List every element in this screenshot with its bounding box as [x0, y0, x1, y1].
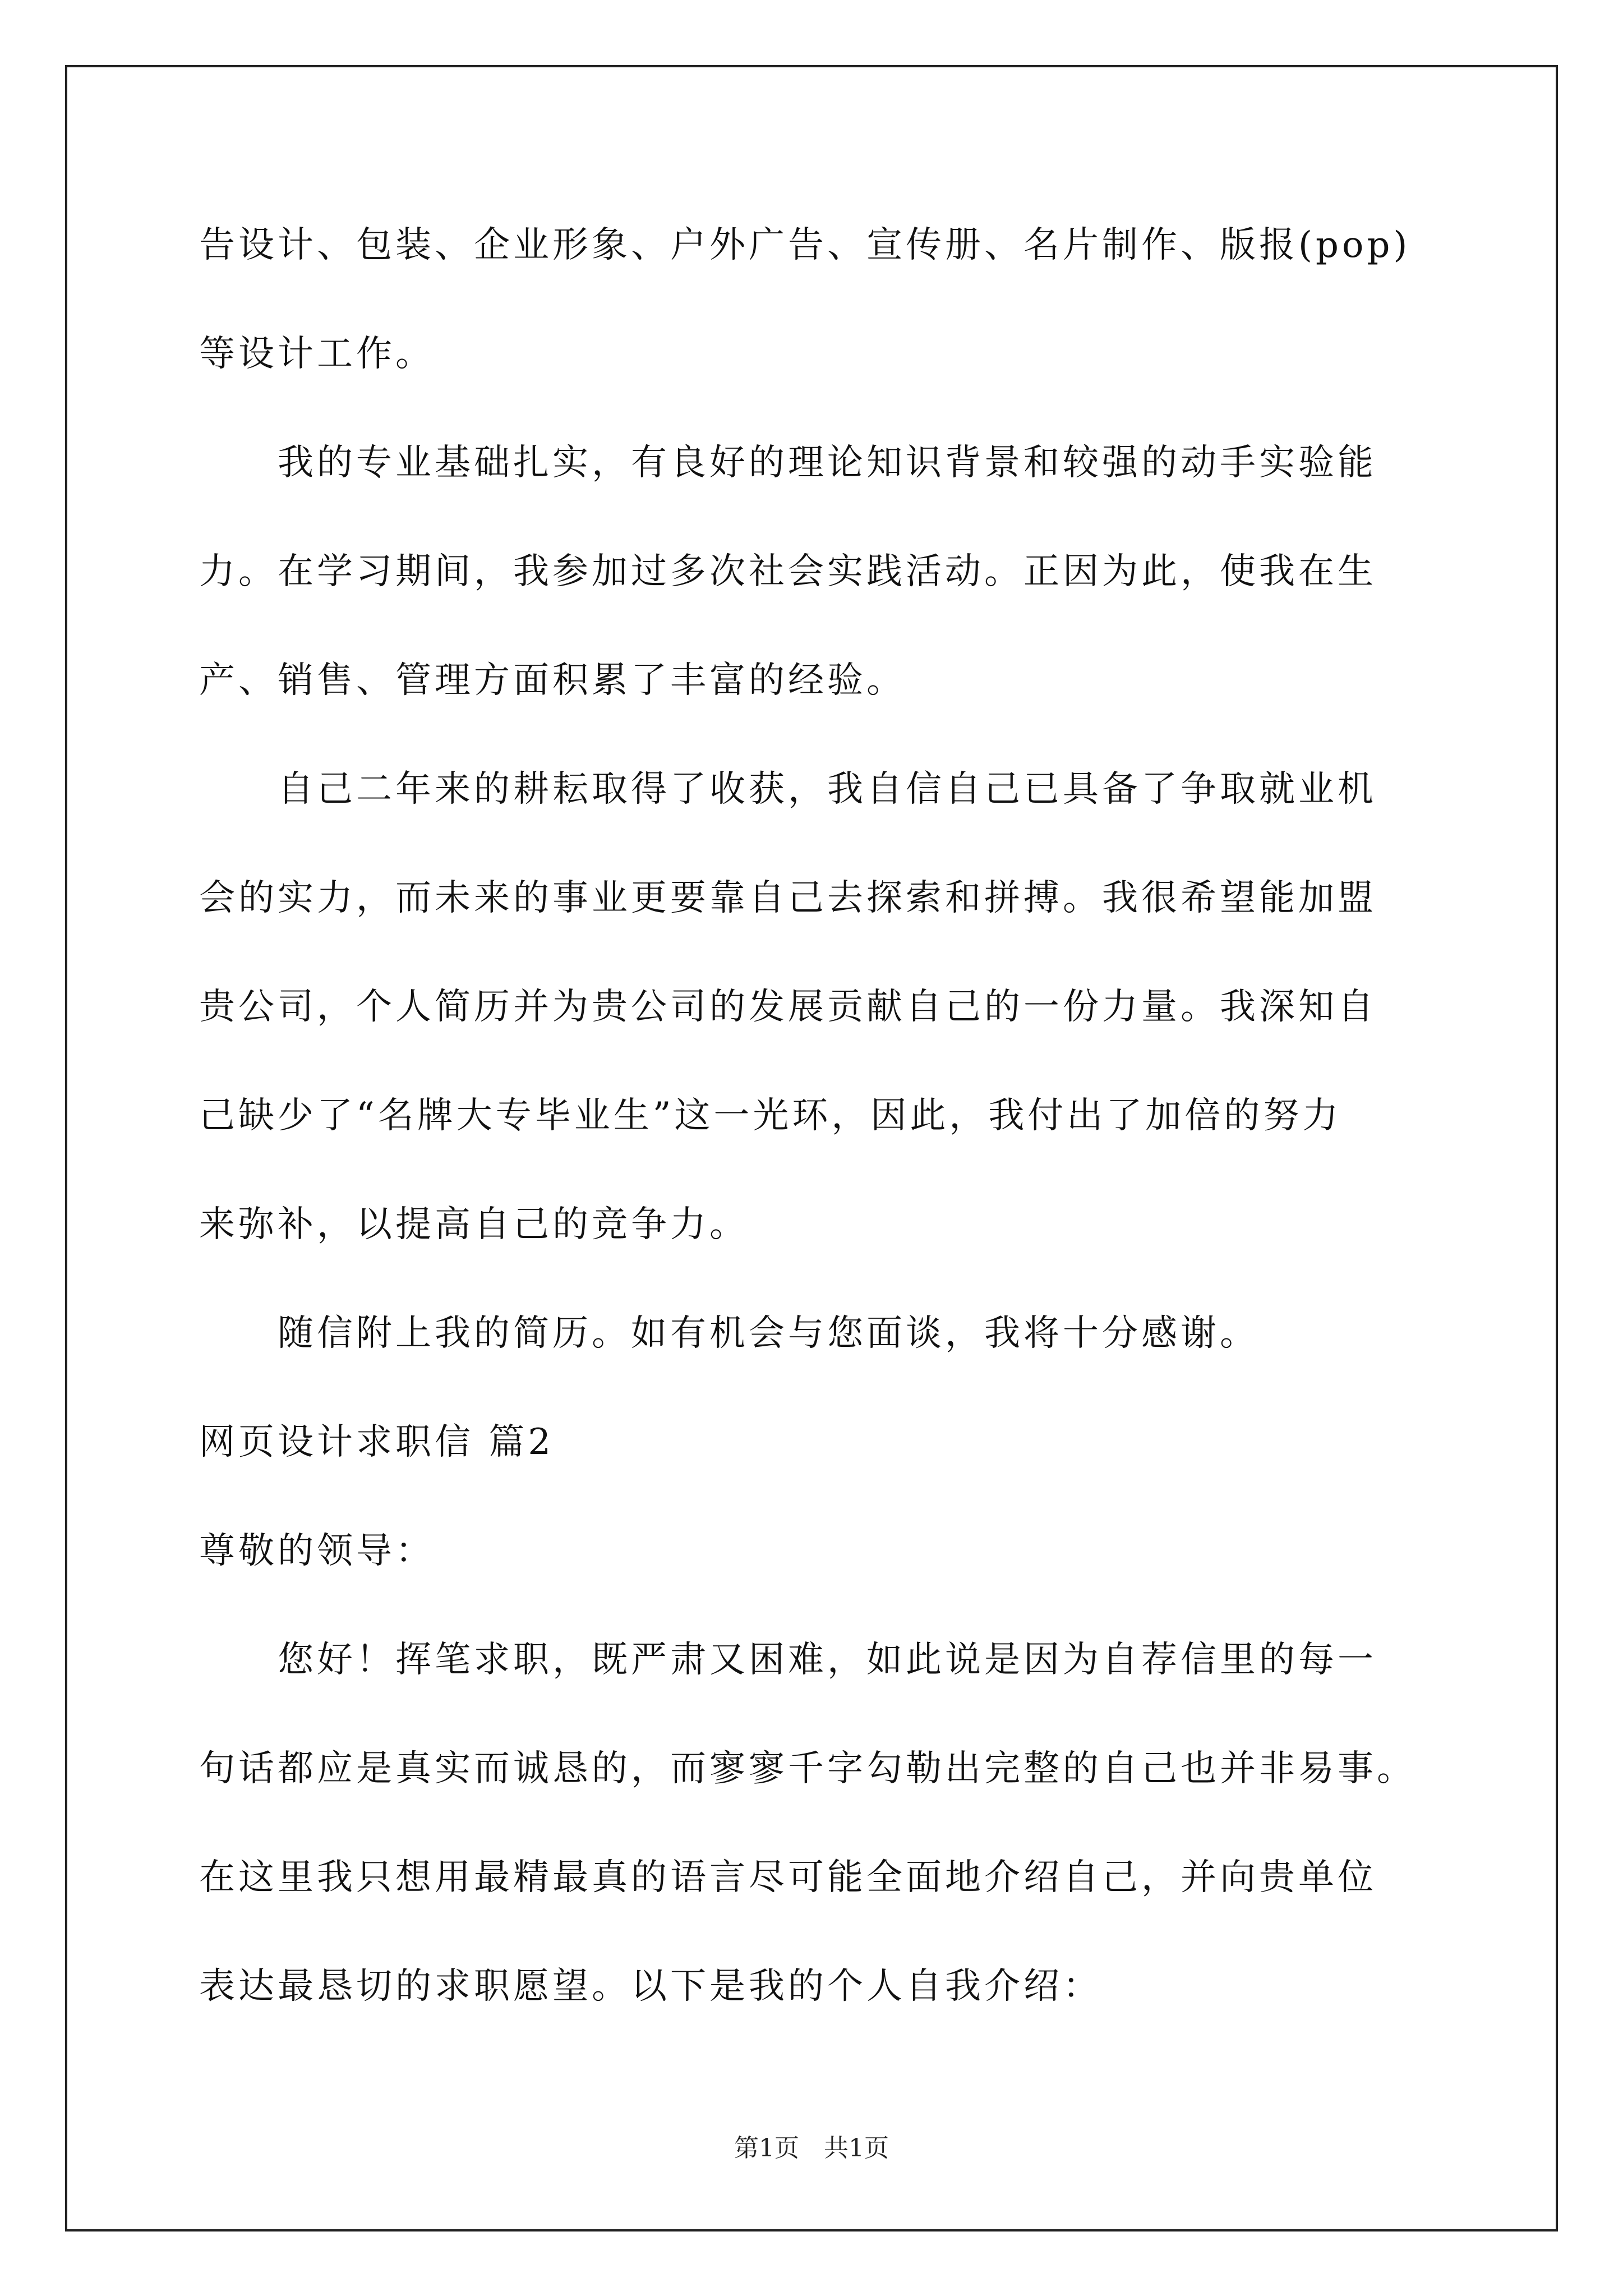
paragraph-line: 在这里我只想用最精最真的语言尽可能全面地介绍自己，并向贵单位 — [199, 1857, 1377, 1898]
paragraph-line: 我的专业基础扎实，有良好的理论知识背景和较强的动手实验能 — [278, 442, 1377, 484]
paragraph-line: 随信附上我的简历。如有机会与您面谈，我将十分感谢。 — [278, 1313, 1259, 1354]
page-number-footer: 第1页 共1页 — [734, 2134, 889, 2162]
paragraph-line: 产、销售、管理方面积累了丰富的经验。 — [199, 660, 906, 701]
paragraph-line: 表达最恳切的求职愿望。以下是我的个人自我介绍： — [199, 1966, 1102, 2007]
section-heading: 网页设计求职信 篇2 — [199, 1421, 555, 1463]
paragraph-line: 告设计、包装、企业形象、户外广告、宣传册、名片制作、版报(pop) — [199, 224, 1411, 266]
salutation: 尊敬的领导： — [199, 1530, 435, 1572]
paragraph-line: 等设计工作。 — [199, 333, 435, 375]
paragraph-line: 贵公司，个人简历并为贵公司的发展贡献自己的一份力量。我深知自 — [199, 986, 1377, 1028]
paragraph-line: 句话都应是真实而诚恳的，而寥寥千字勾勒出完整的自己也并非易事。 — [199, 1748, 1416, 1789]
paragraph-line: 来弥补，以提高自己的竞争力。 — [199, 1204, 749, 1245]
paragraph-line: 会的实力，而未来的事业更要靠自己去探索和拼搏。我很希望能加盟 — [199, 877, 1377, 919]
paragraph-line: 您好！挥笔求职，既严肃又困难，如此说是因为自荐信里的每一 — [278, 1639, 1377, 1681]
paragraph-line: 力。在学习期间，我参加过多次社会实践活动。正因为此，使我在生 — [199, 551, 1377, 592]
document-body — [199, 191, 1433, 2041]
paragraph-line: 己缺少了“名牌大专毕业生”这一光环，因此，我付出了加倍的努力 — [199, 1095, 1342, 1137]
paragraph-line: 自己二年来的耕耘取得了收获，我自信自己已具备了争取就业机 — [278, 769, 1377, 810]
